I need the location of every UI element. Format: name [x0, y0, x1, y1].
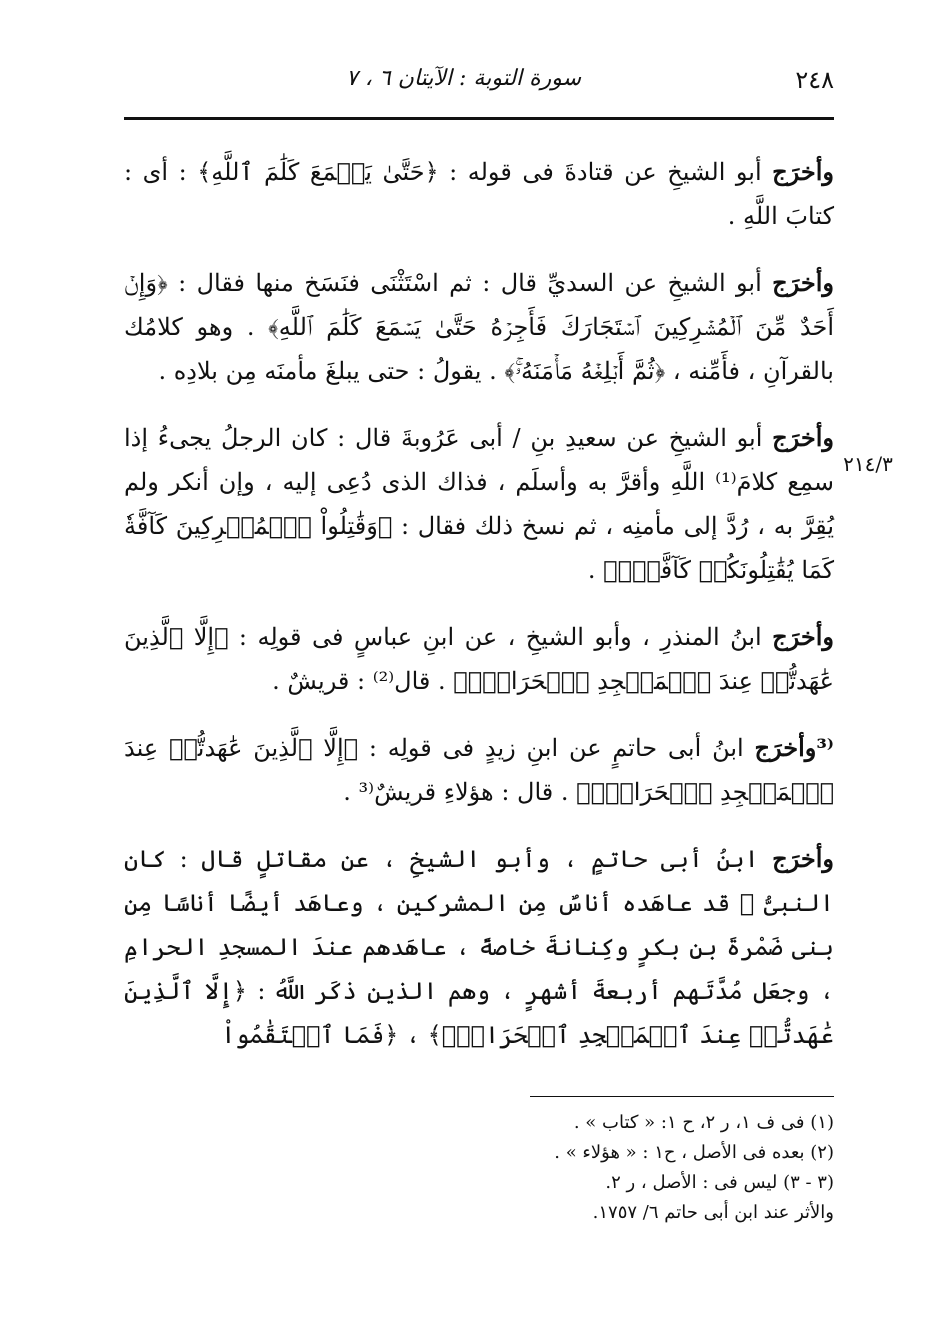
- paragraph-text: أبو الشيخِ عن سعيدِ بنِ / أبى عَرُوبةَ قال : كان الرجلُ يجىءُ إذا سمِع كلامَ⁽¹⁾ اللَّهِ وأقرَّ به وأسلَم ، فذاك الذى دُعِى إليه ، وإن أنكر ولم يُقِرَّ به ، رُدَّ إلى مأمنِه ، ثم نسخ ذلك فقال : ﴿وَقَٰتِلُواْ ٱلۡمُشۡرِكِينَ كَآفَّةٗ كَمَا يُقَٰتِلُونَكُمۡ كَآفَّةٗۚ﴾ .: [124, 424, 834, 584]
- header-rule: [124, 117, 834, 120]
- footnote: والأثر عند ابن أبى حاتم ٦/ ١٧٥٧.: [592, 1202, 834, 1223]
- running-title: سورة التوبة : الآيتان ٦ ، ٧: [346, 66, 582, 91]
- paragraph-text: أبو الشيخِ عن السديِّ قال : ثم اسْتَثْنَى فنَسَخ منها فقال : ﴿وَإِنۡ أَحَدٌ مِّنَ ٱلۡمُشۡرِكِينَ ٱسۡتَجَارَكَ فَأَجِرۡهُ حَتَّىٰ يَسۡمَعَ كَلَٰمَ ٱللَّهِ﴾ . وهو كلامُك بالقرآنِ ، فأَمِّنه ، ﴿ثُمَّ أَبۡلِغۡهُ مَأۡمَنَهُۥۚ﴾ . يقولُ : حتى يبلغَ مأمنَه مِن بلادِه .: [124, 269, 834, 385]
- paragraph: [124, 150, 834, 238]
- paragraph-lead: وأخرَج: [772, 268, 834, 297]
- paragraph: [124, 615, 834, 703]
- page-number: ٢٤٨: [795, 66, 834, 94]
- footnotes: [504, 1108, 834, 1228]
- paragraph: [124, 416, 834, 592]
- paragraph: [124, 726, 834, 814]
- footnote: (٢) بعده فى الأصل ، ح١ : « هؤلاء » .: [554, 1142, 834, 1163]
- paragraph-lead: وأخرَج: [772, 423, 834, 452]
- paragraph-text: ابنُ أبى حاتمٍ ، وأبو الشيخِ ، عن مقاتلٍ قال : كان النبىُّ ﷺ قد عاهَده أناسٌ مِن المشركين ، وعاهَد أيضًا أناسًا مِن بنى ضَمْرةَ بنِ بكرٍ وكِنانةَ خاصةً ، عاهَدهم عندَ المسجدِ الحرامِ ، وجعَل مُدَّتَهم أربعةَ أشهرٍ ، وهم الذين ذكَر اللَّهُ : ﴿إِلَّا ٱلَّذِينَ عَٰهَدتُّمۡ عِندَ ٱلۡمَسۡجِدِ ٱلۡحَرَامِۖ﴾ ، ﴿فَمَا ٱسۡتَقَٰمُواْ: [124, 845, 834, 1049]
- paragraph-lead: وأخرَج: [772, 157, 834, 186]
- paragraph: [124, 261, 834, 393]
- paragraph-text: أبو الشيخِ عن قتادةَ فى قوله : ﴿حَتَّىٰ يَسۡمَعَ كَلَٰمَ ٱللَّهِ﴾ : أى : كتابَ اللَّهِ .: [124, 158, 834, 230]
- footnote-rule: [530, 1096, 834, 1097]
- footnote: (٣ - ٣) ليس فى : الأصل ، ر ٢.: [605, 1172, 834, 1193]
- footnote: (١) فى ف ١، ر ٢، ح ١: « كتاب » .: [573, 1112, 834, 1133]
- margin-reference: ٢١٤/٣: [843, 452, 893, 476]
- main-text: [124, 150, 834, 1080]
- paragraph-lead: وأخرَج: [772, 622, 834, 651]
- page-header: [124, 66, 834, 106]
- paragraph: [124, 837, 834, 1057]
- paragraph-lead: ⁽³وأخرَج: [754, 733, 834, 762]
- paragraph-text: ابنُ أبى حاتمٍ عن ابنِ زيدٍ فى قولِه : ﴿إِلَّا ٱلَّذِينَ عَٰهَدتُّمۡ عِندَ ٱلۡمَسۡجِدِ ٱلۡحَرَامِۖ﴾ . قال : هؤلاءِ قريشٌ⁽³ .: [124, 734, 834, 806]
- paragraph-text: ابنُ المنذرِ ، وأبو الشيخِ ، عن ابنِ عباسٍ فى قولِه : ﴿إِلَّا ٱلَّذِينَ عَٰهَدتُّمۡ عِندَ ٱلۡمَسۡجِدِ ٱلۡحَرَامِۖ﴾ . قال⁽²⁾ : قريشٌ .: [124, 623, 834, 695]
- paragraph-lead: وأخرَج: [772, 844, 834, 873]
